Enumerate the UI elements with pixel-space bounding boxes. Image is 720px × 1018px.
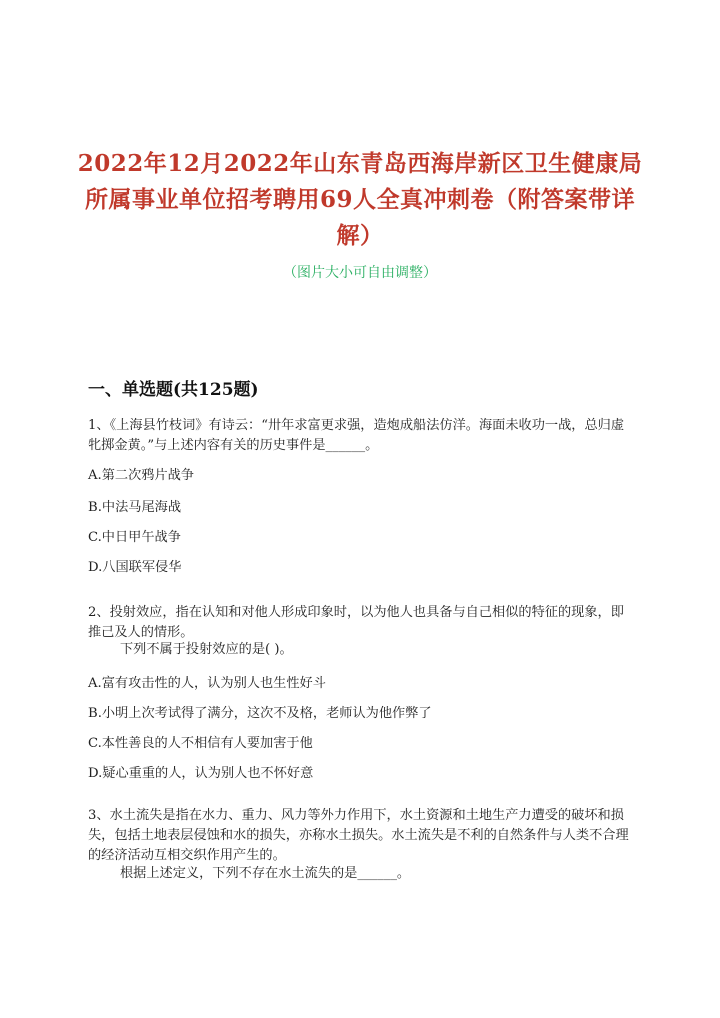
question-3-prompt bbox=[88, 864, 636, 884]
section-heading: 一、单选题(共125题) bbox=[88, 380, 259, 400]
question-3-prompt-text: 根据上述定义，下列不存在水土流失的是______。 bbox=[120, 866, 411, 881]
question-1-text: 1、《上海县竹枝词》有诗云：“卅年求富更求强，造炮成船法仿洋。海面未收功一战，总归虚牝掷金黄。”与上述内容有关的历史事件是______。 bbox=[88, 418, 625, 453]
question-2-text: 2、投射效应，指在认知和对他人形成印象时，以为他人也具备与自己相似的特征的现象，即推己及人的情形。 bbox=[88, 605, 624, 640]
question-1-option-d: D.八国联军侵华 bbox=[88, 560, 182, 575]
question-1-option-c: C.中日甲午战争 bbox=[88, 530, 181, 545]
question-2-prompt bbox=[88, 640, 636, 660]
question-2-option-d: D.疑心重重的人，认为别人也不怀好意 bbox=[88, 766, 314, 781]
question-2-option-c: C.本性善良的人不相信有人要加害于他 bbox=[88, 736, 313, 751]
question-3-text: 3、水土流失是指在水力、重力、风力等外力作用下，水土资源和土地生产力遭受的破坏和损失，包括土地表层侵蚀和水的损失，亦称水土损失。水土流失是不利的自然条件与人类不合理的经济活动互相交织作用产生的。 bbox=[88, 808, 629, 863]
question-2-option-a: A.富有攻击性的人，认为别人也生性好斗 bbox=[88, 676, 326, 691]
question-1-option-a: A.第二次鸦片战争 bbox=[88, 468, 195, 483]
document-subtitle: （图片大小可自由调整） bbox=[283, 265, 437, 281]
question-1-option-b: B.中法马尾海战 bbox=[88, 500, 182, 515]
document-title: 2022年12月2022年山东青岛西海岸新区卫生健康局所属事业单位招考聘用69人全真冲刺卷（附答案带详解） bbox=[77, 150, 643, 249]
question-2-option-b: B.小明上次考试得了满分，这次不及格，老师认为他作弊了 bbox=[88, 706, 432, 721]
question-2-prompt-text: 下列不属于投射效应的是( )。 bbox=[120, 642, 293, 657]
